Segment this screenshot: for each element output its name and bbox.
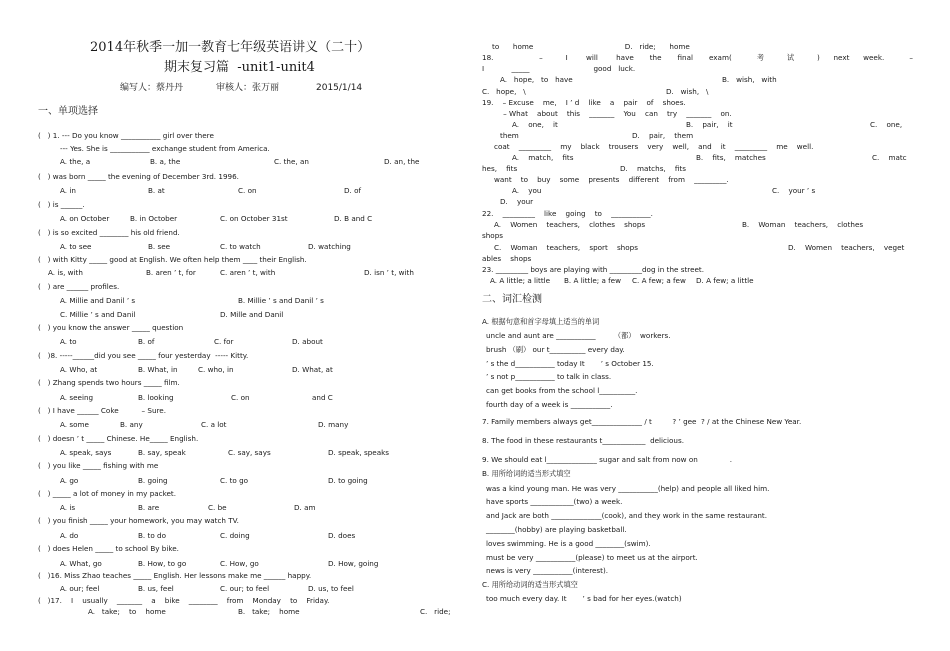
option: D. isn ’ t, with — [364, 268, 414, 277]
subsection-head: C. 用所给动词的适当形式填空 — [482, 580, 578, 589]
blank-item: can get books from the school l__________. — [486, 386, 638, 395]
option: A. to see — [60, 242, 92, 251]
option: A. Millie and Danil ’ s — [60, 296, 136, 305]
option: A. to — [60, 337, 77, 346]
blank-item: have sports ____________(two) a week. — [486, 497, 623, 506]
option: A. Women teachers, clothes shops — [494, 220, 646, 229]
option: D. speak, speaks — [328, 448, 390, 457]
subsection-head: B. 用所给词的适当形式填空 — [482, 469, 571, 478]
option: C. on October 31st — [220, 214, 288, 223]
option: B. What, in — [138, 365, 178, 374]
option: C. your ’ s — [772, 186, 816, 195]
option: B. at — [148, 186, 165, 195]
question-line: I _____ good luck. — [482, 64, 636, 73]
question: ( ) is so excited ________ his old friend. — [38, 228, 180, 237]
option: B. to do — [138, 531, 166, 540]
blank-item: 8. The food in these restaurants t____________ delicious. — [482, 436, 684, 445]
option: D. about — [292, 337, 323, 346]
question: ( )16. Miss Zhao teaches _____ English. Her lessons make me ______ happy. — [38, 571, 312, 580]
option: A. one, it — [512, 120, 558, 129]
option: D. pair, them — [632, 131, 694, 140]
question: ( ) I have ______ Coke – Sure. — [38, 406, 167, 415]
question-line: coat _________ my black trousers very well, and it _________ me well. — [494, 142, 814, 151]
question: ( ) 1. --- Do you know ___________ girl over there — [38, 131, 214, 140]
blank-item: too much every day. It ’ s bad for her eyes.(watch) — [486, 594, 682, 603]
option: B. say, speak — [138, 448, 186, 457]
question: ( ) was born _____ the evening of December 3rd. 1996. — [38, 172, 239, 181]
option: A. on October — [60, 214, 110, 223]
date: 2015/1/14 — [316, 83, 363, 93]
question: ( ) is ______. — [38, 200, 85, 209]
option: B. any — [120, 420, 143, 429]
blank-item: ’ s not p___________ to talk in class. — [486, 372, 612, 381]
option: B. us, feel — [138, 584, 174, 593]
option: A. is — [60, 503, 76, 512]
blank-item: loves swimming. He is a good ________(swim). — [486, 539, 651, 548]
option: B. in October — [130, 214, 178, 223]
option: D. of — [344, 186, 362, 195]
option: B. aren ’ t, for — [146, 268, 196, 277]
option: A. A little; a little — [490, 276, 551, 285]
question-line: want to buy some presents different from _________. — [494, 175, 729, 184]
option: D. Women teachers, veget — [788, 243, 905, 252]
question-line: 23. _________ boys are playing with _________dog in the street. — [482, 265, 705, 274]
blank-item: uncle and aunt are ___________ （都） workers. — [486, 331, 671, 340]
blank-item: was a kind young man. He was very ___________(help) and people all liked him. — [486, 484, 770, 493]
option: C. our; to feel — [220, 584, 270, 593]
option: them — [500, 131, 519, 140]
option: B. see — [148, 242, 171, 251]
page-subtitle: 期末复习篇 -unit1-unit4 — [164, 60, 315, 75]
subsection-head: A. 根据句意和首字母填上适当的单词 — [482, 317, 600, 326]
option: C. hope, \ — [482, 87, 526, 96]
reviewer: 审核人：张万丽 — [216, 83, 280, 93]
option: A. go — [60, 476, 79, 485]
option: C. to go — [220, 476, 249, 485]
option: A. hope, to have — [500, 75, 573, 84]
option: C. Woman teachers, sport shops — [494, 243, 638, 252]
option: D. How, going — [328, 559, 379, 568]
blank-item: ________(hobby) are playing basketball. — [486, 525, 627, 534]
option: D. many — [318, 420, 349, 429]
question: ( ) Zhang spends two hours _____ film. — [38, 378, 180, 387]
option: D. does — [328, 531, 356, 540]
question: ( ) you like _____ fishing with me — [38, 461, 159, 470]
option: A. What, go — [60, 559, 102, 568]
question: ( ) with Kitty _____ good at English. We often help them ____ their English. — [38, 255, 307, 264]
question-line: – What about this _______ You can try _______ on. — [494, 109, 732, 118]
question: ( ) _____ a lot of money in my packet. — [38, 489, 177, 498]
option: D. your — [500, 197, 534, 206]
option: and C — [312, 393, 333, 402]
option: A. you — [512, 186, 542, 195]
question: ( ) are ______ profiles. — [38, 282, 120, 291]
question: --- Yes. She is ___________ exchange student from America. — [60, 144, 270, 153]
question: ( ) does Helen _____ to school By bike. — [38, 544, 179, 553]
option: B. are — [138, 503, 160, 512]
option: B. How, to go — [138, 559, 187, 568]
question: ( ) you finish _____ your homework, you may watch TV. — [38, 516, 239, 525]
option: B. pair, it — [686, 120, 733, 129]
option: D. wish, \ — [666, 87, 709, 96]
question: ( ) doesn ’ t _____ Chinese. He_____ English. — [38, 434, 199, 443]
option: D. us, to feel — [308, 584, 354, 593]
option: B. fits, matches — [696, 153, 766, 162]
option: D. matchs, fits — [620, 164, 686, 173]
option: ables shops — [482, 254, 532, 263]
option: B. a, the — [150, 157, 181, 166]
blank-item: news is very ___________(interest). — [486, 566, 609, 575]
question-line: 19. – Excuse me, I ’ d like a pair of shoes. — [482, 98, 686, 107]
option: C. aren ’ t, with — [220, 268, 276, 277]
option: hes, fits — [482, 164, 518, 173]
option: B. of — [138, 337, 155, 346]
question: ( )17. I usually _______ a bike ________ from Monday to Friday. — [38, 596, 330, 605]
section-title: 二、词汇检测 — [482, 294, 542, 305]
option: D. to going — [328, 476, 368, 485]
question-line: to home D. ride; home — [492, 42, 690, 51]
option: A. the, a — [60, 157, 91, 166]
option: A. our; feel — [60, 584, 100, 593]
option: B. take; home — [238, 607, 300, 616]
option: B. going — [138, 476, 168, 485]
option: D. an, the — [384, 157, 420, 166]
question: ( )8. -----______did you see _____ four yesterday ----- Kitty. — [38, 351, 249, 360]
option: B. Millie ’ s and Danil ’ s — [238, 296, 324, 305]
option: A. some — [60, 420, 89, 429]
editor: 编写人：蔡丹丹 — [120, 83, 184, 93]
option: C. Millie ’ s and Danil — [60, 310, 136, 319]
option: shops — [482, 231, 504, 240]
option: A. match, fits — [512, 153, 574, 162]
blank-item: ’ s the d___________ today It ’ s October 15. — [486, 359, 654, 368]
option: B. Woman teachers, clothes — [742, 220, 864, 229]
option: C. a lot — [201, 420, 227, 429]
option: C. ride; — [420, 607, 451, 616]
option: C. the, an — [274, 157, 309, 166]
option: A. do — [60, 531, 79, 540]
option: C. who, in — [198, 365, 234, 374]
option: D. watching — [308, 242, 351, 251]
blank-item: and Jack are both ______________(cook), and they work in the same restaurant. — [486, 511, 768, 520]
option: D. B and C — [334, 214, 373, 223]
option: C. one, — [870, 120, 903, 129]
page-title: 2014年秋季一加一教育七年级英语讲义（二十） — [90, 40, 371, 55]
option: D. am — [294, 503, 316, 512]
question: ( ) you know the answer _____ question — [38, 323, 184, 332]
option: C. matc — [872, 153, 907, 162]
question-line: 18. – I will have the final exam( 考 试 ) next week. – — [482, 53, 914, 62]
option: B. A little; a few — [564, 276, 621, 285]
option: C. doing — [220, 531, 250, 540]
blank-item: fourth day of a week is ___________. — [486, 400, 613, 409]
option: A. Who, at — [60, 365, 98, 374]
option: C. on — [231, 393, 250, 402]
blank-item: 9. We should eat l______________ sugar and salt from now on . — [482, 455, 733, 464]
blank-item: must be very ___________(please) to meet us at the airport. — [486, 553, 698, 562]
option: D. What, at — [292, 365, 333, 374]
option: B. wish, with — [722, 75, 777, 84]
blank-item: brush （刷） our t__________ every day. — [486, 345, 625, 354]
option: C. on — [238, 186, 257, 195]
option: C. How, go — [220, 559, 259, 568]
option: C. to watch — [220, 242, 261, 251]
section-title: 一、单项选择 — [38, 106, 98, 117]
option: D. Mille and Danil — [220, 310, 284, 319]
option: C. say, says — [228, 448, 271, 457]
option: B. looking — [138, 393, 174, 402]
option: D. A few; a little — [696, 276, 754, 285]
option: A. take; to home — [88, 607, 166, 616]
option: A. is, with — [48, 268, 83, 277]
option: C. for — [214, 337, 234, 346]
blank-item: 7. Family members always get______________ / t ? ’ gee ? / at the Chinese New Year. — [482, 417, 802, 426]
option: A. in — [60, 186, 76, 195]
question-line: 22. _________ like going to ___________. — [482, 209, 653, 218]
option: C. be — [208, 503, 227, 512]
option: A. seeing — [60, 393, 94, 402]
option: A. speak, says — [60, 448, 112, 457]
option: C. A few; a few — [632, 276, 686, 285]
